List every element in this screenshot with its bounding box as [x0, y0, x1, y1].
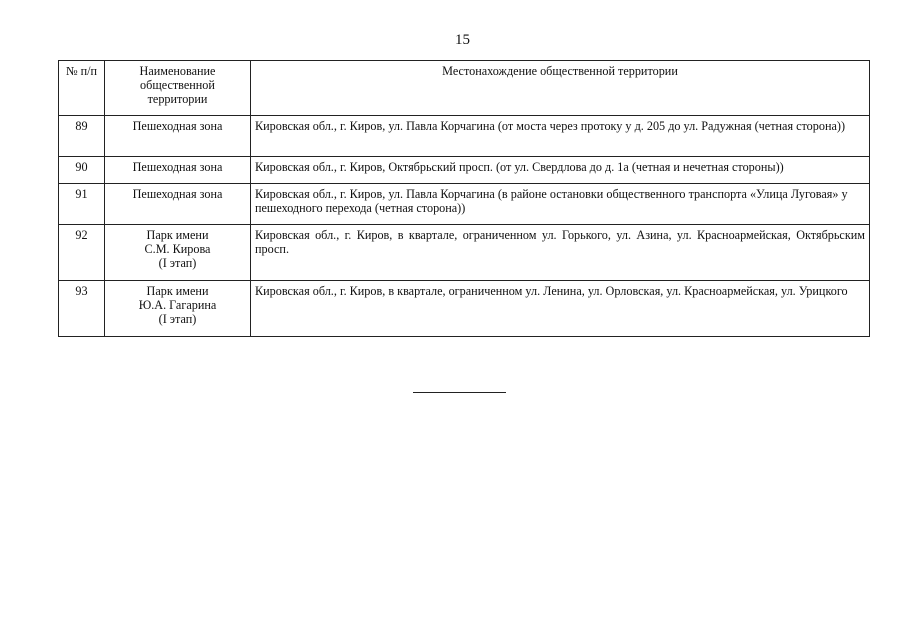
territory-location: Кировская обл., г. Киров, Октябрьский просп. (от ул. Свердлова до д. 1а (четная и нечетная стороны)) [251, 157, 870, 184]
territory-location: Кировская обл., г. Киров, ул. Павла Корчагина (от моста через протоку у д. 205 до ул. Радужная (четная сторона)) [251, 116, 870, 157]
table-row [59, 157, 870, 184]
row-number: 91 [59, 184, 105, 225]
header-territory-location: Местонахождение общественной территории [251, 61, 870, 116]
territory-name [105, 281, 251, 337]
table-row [59, 225, 870, 281]
public-territories-table [58, 60, 870, 337]
row-number: 93 [59, 281, 105, 337]
table-row [59, 116, 870, 157]
territory-name-line: Парк имени [146, 284, 209, 298]
territory-name-line: Парк имени [146, 228, 209, 242]
table-header-row [59, 61, 870, 116]
territory-name-line: С.М. Кирова [144, 242, 211, 256]
territory-location: Кировская обл., г. Киров, в квартале, ограниченном ул. Ленина, ул. Орловская, ул. Красноармейская, ул. Урицкого [251, 281, 870, 337]
row-number: 89 [59, 116, 105, 157]
territory-name [105, 225, 251, 281]
territory-location: Кировская обл., г. Киров, в квартале, ограниченном ул. Горького, ул. Азина, ул. Красноармейская, Октябрьским просп. [251, 225, 870, 281]
row-number: 90 [59, 157, 105, 184]
territory-name: Пешеходная зона [105, 116, 251, 157]
territory-name-line: (I этап) [158, 312, 197, 326]
territory-name: Пешеходная зона [105, 157, 251, 184]
header-territory-name: Наименование общественной территории [105, 61, 251, 116]
territory-location: Кировская обл., г. Киров, ул. Павла Корчагина (в районе остановки общественного транспорта «Улица Луговая» у пешеходного перехода (четная сторона)) [251, 184, 870, 225]
table-row [59, 281, 870, 337]
table-row [59, 184, 870, 225]
header-number: № п/п [59, 61, 105, 116]
end-of-document-rule [413, 392, 506, 393]
row-number: 92 [59, 225, 105, 281]
territory-name: Пешеходная зона [105, 184, 251, 225]
territory-name-line: (I этап) [158, 256, 197, 270]
page-number: 15 [455, 32, 470, 48]
territory-name-line: Ю.А. Гагарина [138, 298, 217, 312]
